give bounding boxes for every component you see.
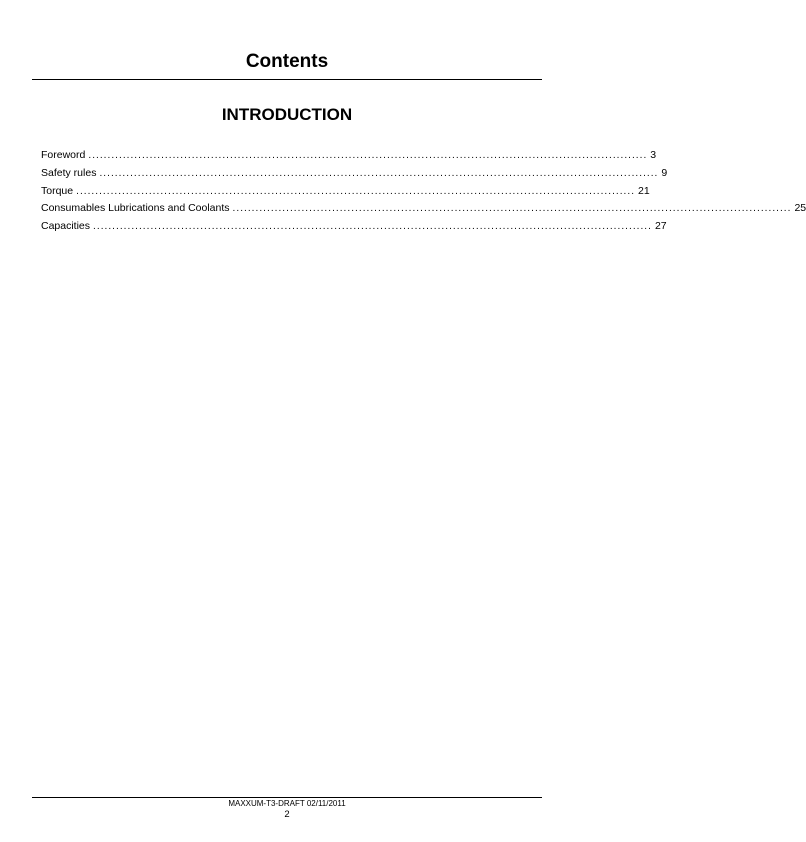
toc-entry-foreword[interactable] xyxy=(41,147,657,165)
footer-divider xyxy=(32,797,542,798)
toc-entry-page[interactable]: 25 xyxy=(794,202,806,215)
header-divider xyxy=(32,79,542,80)
page-title: Contents xyxy=(245,51,329,72)
toc-dot-leader: .................................................................................................................................................. xyxy=(76,185,636,197)
toc-dot-leader: .................................................................................................................................................. xyxy=(99,167,659,179)
section-heading: INTRODUCTION xyxy=(221,105,353,124)
toc-entry-title[interactable]: Safety rules xyxy=(41,166,97,179)
toc-entry-torque[interactable] xyxy=(41,183,650,201)
toc-entry-capacities[interactable] xyxy=(41,218,667,236)
toc-entry-page[interactable]: 27 xyxy=(654,220,667,233)
toc-dot-leader: .................................................................................................................................................. xyxy=(232,203,792,215)
toc-entry-title[interactable]: Capacities xyxy=(41,220,91,233)
toc-entry-title[interactable]: Foreword xyxy=(41,149,86,161)
toc-dot-leader: .................................................................................................................................................. xyxy=(93,221,652,233)
toc-entry-page[interactable]: 9 xyxy=(661,166,668,179)
footer-page-number: 2 xyxy=(284,809,290,820)
table-of-contents xyxy=(41,147,806,236)
toc-entry-page[interactable]: 3 xyxy=(650,149,657,161)
toc-entry-title[interactable]: Torque xyxy=(41,184,74,197)
toc-dot-leader: .................................................................................................................................................. xyxy=(88,150,648,161)
toc-entry-safety-rules[interactable] xyxy=(41,165,668,183)
toc-entry-consumables[interactable] xyxy=(41,200,806,218)
toc-entry-title[interactable]: Consumables Lubrications and Coolants xyxy=(41,202,230,215)
footer-document-id: MAXXUM-T3-DRAFT 02/11/2011 xyxy=(228,799,346,808)
toc-entry-page[interactable]: 21 xyxy=(638,184,650,197)
